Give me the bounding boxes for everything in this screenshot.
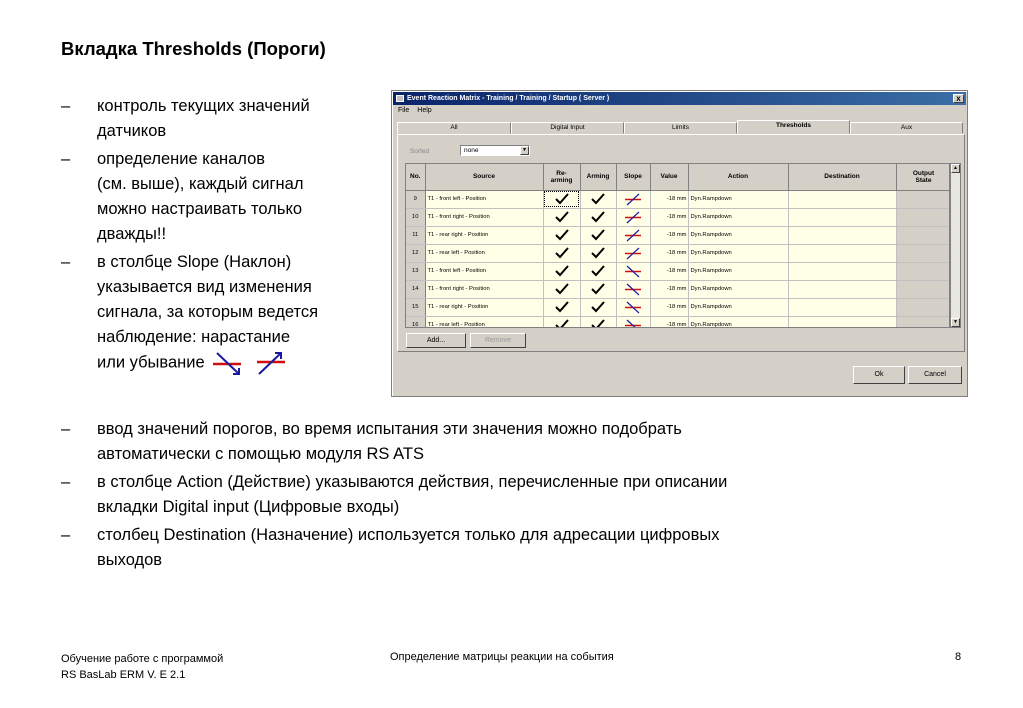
tab-thresholds[interactable]: Thresholds (737, 120, 850, 134)
bullet-dash: – (61, 473, 71, 491)
source-cell[interactable]: T1 - front right - Position (425, 208, 543, 226)
slope-rising-icon (253, 350, 289, 376)
ok-button[interactable]: Ok (853, 366, 905, 384)
bullet-dash: – (61, 97, 71, 115)
rearming-cell[interactable] (543, 298, 580, 316)
bullet-item (61, 523, 961, 573)
tab-limits[interactable]: Limits (624, 122, 737, 134)
destination-cell[interactable] (788, 190, 896, 208)
action-cell[interactable]: Dyn.Rampdown (688, 262, 788, 280)
sorted-value: none (464, 147, 479, 154)
slope-cell[interactable] (616, 280, 650, 298)
checkmark-icon (590, 193, 606, 205)
checkmark-icon (554, 283, 570, 295)
row-number[interactable]: 14 (406, 280, 425, 298)
table-row[interactable] (406, 280, 950, 298)
menu-bar (398, 107, 432, 117)
action-cell[interactable]: Dyn.Rampdown (688, 190, 788, 208)
action-cell[interactable]: Dyn.Rampdown (688, 280, 788, 298)
action-cell[interactable]: Dyn.Rampdown (688, 316, 788, 328)
tab-all[interactable]: All (397, 122, 511, 134)
table-row[interactable] (406, 316, 950, 328)
slope-cell[interactable] (616, 208, 650, 226)
output-state-cell (896, 316, 950, 328)
bullet-dash: – (61, 253, 71, 271)
bullet-item (61, 250, 386, 376)
col-source[interactable]: Source (425, 164, 543, 190)
row-number[interactable]: 15 (406, 298, 425, 316)
slope-falling-icon (624, 283, 642, 296)
arming-cell[interactable] (580, 316, 616, 328)
col-slope[interactable]: Slope (616, 164, 650, 190)
checkmark-icon (590, 247, 606, 259)
bullet-list-full (61, 417, 961, 576)
value-cell[interactable]: -18 mm (650, 316, 688, 328)
arming-cell[interactable] (580, 190, 616, 208)
col-arming[interactable]: Arming (580, 164, 616, 190)
rearming-cell[interactable] (543, 262, 580, 280)
bullet-text: ввод значений порогов, во время испытания эти значения можно подобрать автоматически с помощью модуля RS ATS (97, 420, 682, 463)
dialog-title: Event Reaction Matrix - Training / Training / Startup ( Server ) (407, 95, 610, 102)
table-row[interactable] (406, 190, 950, 208)
checkmark-icon (590, 229, 606, 241)
output-state-cell (896, 226, 950, 244)
bullet-text: контроль текущих значений датчиков (97, 97, 310, 140)
checkmark-icon (590, 211, 606, 223)
col-value[interactable]: Value (650, 164, 688, 190)
bullet-text: столбец Destination (Назначение) используется только для адресации цифровых выходов (97, 526, 720, 569)
checkmark-icon (554, 319, 570, 328)
rearming-cell[interactable] (543, 316, 580, 328)
bullet-item (61, 147, 386, 247)
rearming-cell[interactable] (543, 280, 580, 298)
slope-cell[interactable] (616, 190, 650, 208)
source-cell[interactable]: T1 - rear left - Position (425, 316, 543, 328)
source-cell[interactable]: T1 - front right - Position (425, 280, 543, 298)
output-state-cell (896, 244, 950, 262)
add-button[interactable]: Add... (406, 333, 466, 348)
chevron-down-icon[interactable]: ▼ (520, 146, 529, 155)
table-row[interactable] (406, 298, 950, 316)
action-cell[interactable]: Dyn.Rampdown (688, 298, 788, 316)
scroll-up-icon[interactable]: ▲ (951, 164, 960, 173)
value-cell[interactable]: -18 mm (650, 190, 688, 208)
sorted-select[interactable] (460, 145, 530, 156)
slope-falling-icon (624, 319, 642, 329)
arming-cell[interactable] (580, 280, 616, 298)
bullet-item (61, 470, 961, 520)
checkmark-icon (554, 247, 570, 259)
output-state-cell (896, 190, 950, 208)
checkmark-icon (590, 319, 606, 328)
arming-cell[interactable] (580, 226, 616, 244)
bullet-dash: – (61, 420, 71, 438)
bullet-text: в столбце Action (Действие) указываются действия, перечисленные при описании вкладки Digital input (Цифровые входы) (97, 473, 728, 516)
row-number[interactable]: 11 (406, 226, 425, 244)
row-number[interactable]: 10 (406, 208, 425, 226)
action-cell[interactable]: Dyn.Rampdown (688, 226, 788, 244)
checkmark-icon (554, 211, 570, 223)
slope-legend (209, 350, 297, 376)
source-cell[interactable]: T1 - rear right - Position (425, 298, 543, 316)
scroll-down-icon[interactable]: ▼ (951, 318, 960, 327)
slope-rising-icon (624, 193, 642, 206)
slope-cell[interactable] (616, 262, 650, 280)
row-number[interactable]: 16 (406, 316, 425, 328)
table-row[interactable] (406, 262, 950, 280)
bullet-dash: – (61, 150, 71, 168)
sorted-label: Sorted (410, 148, 430, 155)
checkmark-icon (590, 265, 606, 277)
bullet-dash: – (61, 526, 71, 544)
slope-rising-icon (624, 211, 642, 224)
tab-aux[interactable]: Aux (850, 122, 963, 134)
rearming-cell[interactable] (543, 226, 580, 244)
dialog-titlebar[interactable] (393, 92, 966, 105)
slope-falling-icon (624, 265, 642, 278)
checkmark-icon (554, 193, 570, 205)
rearming-cell[interactable] (543, 244, 580, 262)
tab-strip (397, 121, 965, 134)
destination-cell[interactable] (788, 262, 896, 280)
bullet-item (61, 94, 386, 144)
source-cell[interactable]: T1 - front left - Position (425, 190, 543, 208)
close-icon[interactable]: x (953, 94, 964, 103)
arming-cell[interactable] (580, 208, 616, 226)
table-row[interactable] (406, 208, 950, 226)
source-cell[interactable]: T1 - rear left - Position (425, 244, 543, 262)
col-no[interactable]: No. (406, 164, 425, 190)
checkmark-icon (554, 301, 570, 313)
bullet-text: определение каналов (см. выше), каждый сигнал можно настраивать только дважды!! (97, 150, 304, 243)
value-cell[interactable]: -18 mm (650, 298, 688, 316)
destination-cell[interactable] (788, 208, 896, 226)
slope-cell[interactable] (616, 316, 650, 328)
source-cell[interactable]: T1 - front left - Position (425, 262, 543, 280)
slope-falling-icon (209, 350, 245, 376)
checkmark-icon (554, 229, 570, 241)
grid-header-row (406, 164, 950, 190)
row-number[interactable]: 13 (406, 262, 425, 280)
output-state-cell (896, 280, 950, 298)
output-state-cell (896, 208, 950, 226)
page-number: 8 (955, 651, 962, 663)
rearming-cell[interactable] (543, 190, 580, 208)
col-action[interactable]: Action (688, 164, 788, 190)
slope-rising-icon (624, 229, 642, 242)
menu-help[interactable]: Help (417, 107, 432, 114)
arming-cell[interactable] (580, 262, 616, 280)
app-icon (396, 95, 404, 102)
value-cell[interactable]: -18 mm (650, 280, 688, 298)
destination-cell[interactable] (788, 244, 896, 262)
menu-file[interactable]: File (398, 107, 410, 114)
table-row[interactable] (406, 226, 950, 244)
bullet-list-left (61, 94, 386, 379)
table-row[interactable] (406, 244, 950, 262)
value-cell[interactable]: -18 mm (650, 208, 688, 226)
footer-course: Обучение работе с программой RS BasLab ERM V. E 2.1 (61, 653, 224, 681)
output-state-cell (896, 262, 950, 280)
source-cell[interactable]: T1 - rear right - Position (425, 226, 543, 244)
value-cell[interactable]: -18 mm (650, 226, 688, 244)
bullet-item (61, 417, 961, 467)
cancel-button[interactable]: Cancel (908, 366, 962, 384)
output-state-cell (896, 298, 950, 316)
slope-cell[interactable] (616, 298, 650, 316)
col-rearming[interactable]: Re- arming (543, 164, 580, 190)
row-number[interactable]: 12 (406, 244, 425, 262)
thresholds-panel (397, 134, 965, 352)
slope-falling-icon (624, 301, 642, 314)
footer-topic: Определение матрицы реакции на события (390, 651, 614, 663)
checkmark-icon (554, 265, 570, 277)
remove-button[interactable]: Remove (470, 333, 526, 348)
value-cell[interactable]: -18 mm (650, 244, 688, 262)
destination-cell[interactable] (788, 226, 896, 244)
grid-vertical-scrollbar[interactable] (950, 163, 961, 328)
erm-dialog-window (391, 90, 968, 397)
slope-cell[interactable] (616, 244, 650, 262)
slope-rising-icon (624, 247, 642, 260)
slide-title: Вкладка Thresholds (Пороги) (61, 38, 326, 59)
checkmark-icon (590, 301, 606, 313)
col-output-state[interactable]: Output State (896, 164, 950, 190)
value-cell[interactable]: -18 mm (650, 262, 688, 280)
thresholds-grid (405, 163, 950, 328)
slope-cell[interactable] (616, 226, 650, 244)
tab-digital-input[interactable]: Digital Input (511, 122, 624, 134)
rearming-cell[interactable] (543, 208, 580, 226)
arming-cell[interactable] (580, 244, 616, 262)
action-cell[interactable]: Dyn.Rampdown (688, 208, 788, 226)
arming-cell[interactable] (580, 298, 616, 316)
col-destination[interactable]: Destination (788, 164, 896, 190)
destination-cell[interactable] (788, 316, 896, 328)
action-cell[interactable]: Dyn.Rampdown (688, 244, 788, 262)
destination-cell[interactable] (788, 280, 896, 298)
row-number[interactable]: 9 (406, 190, 425, 208)
bullet-text: в столбце Slope (Наклон) указывается вид изменения сигнала, за которым ведется наблюдение: нарастание или убывание (97, 253, 319, 372)
checkmark-icon (590, 283, 606, 295)
destination-cell[interactable] (788, 298, 896, 316)
